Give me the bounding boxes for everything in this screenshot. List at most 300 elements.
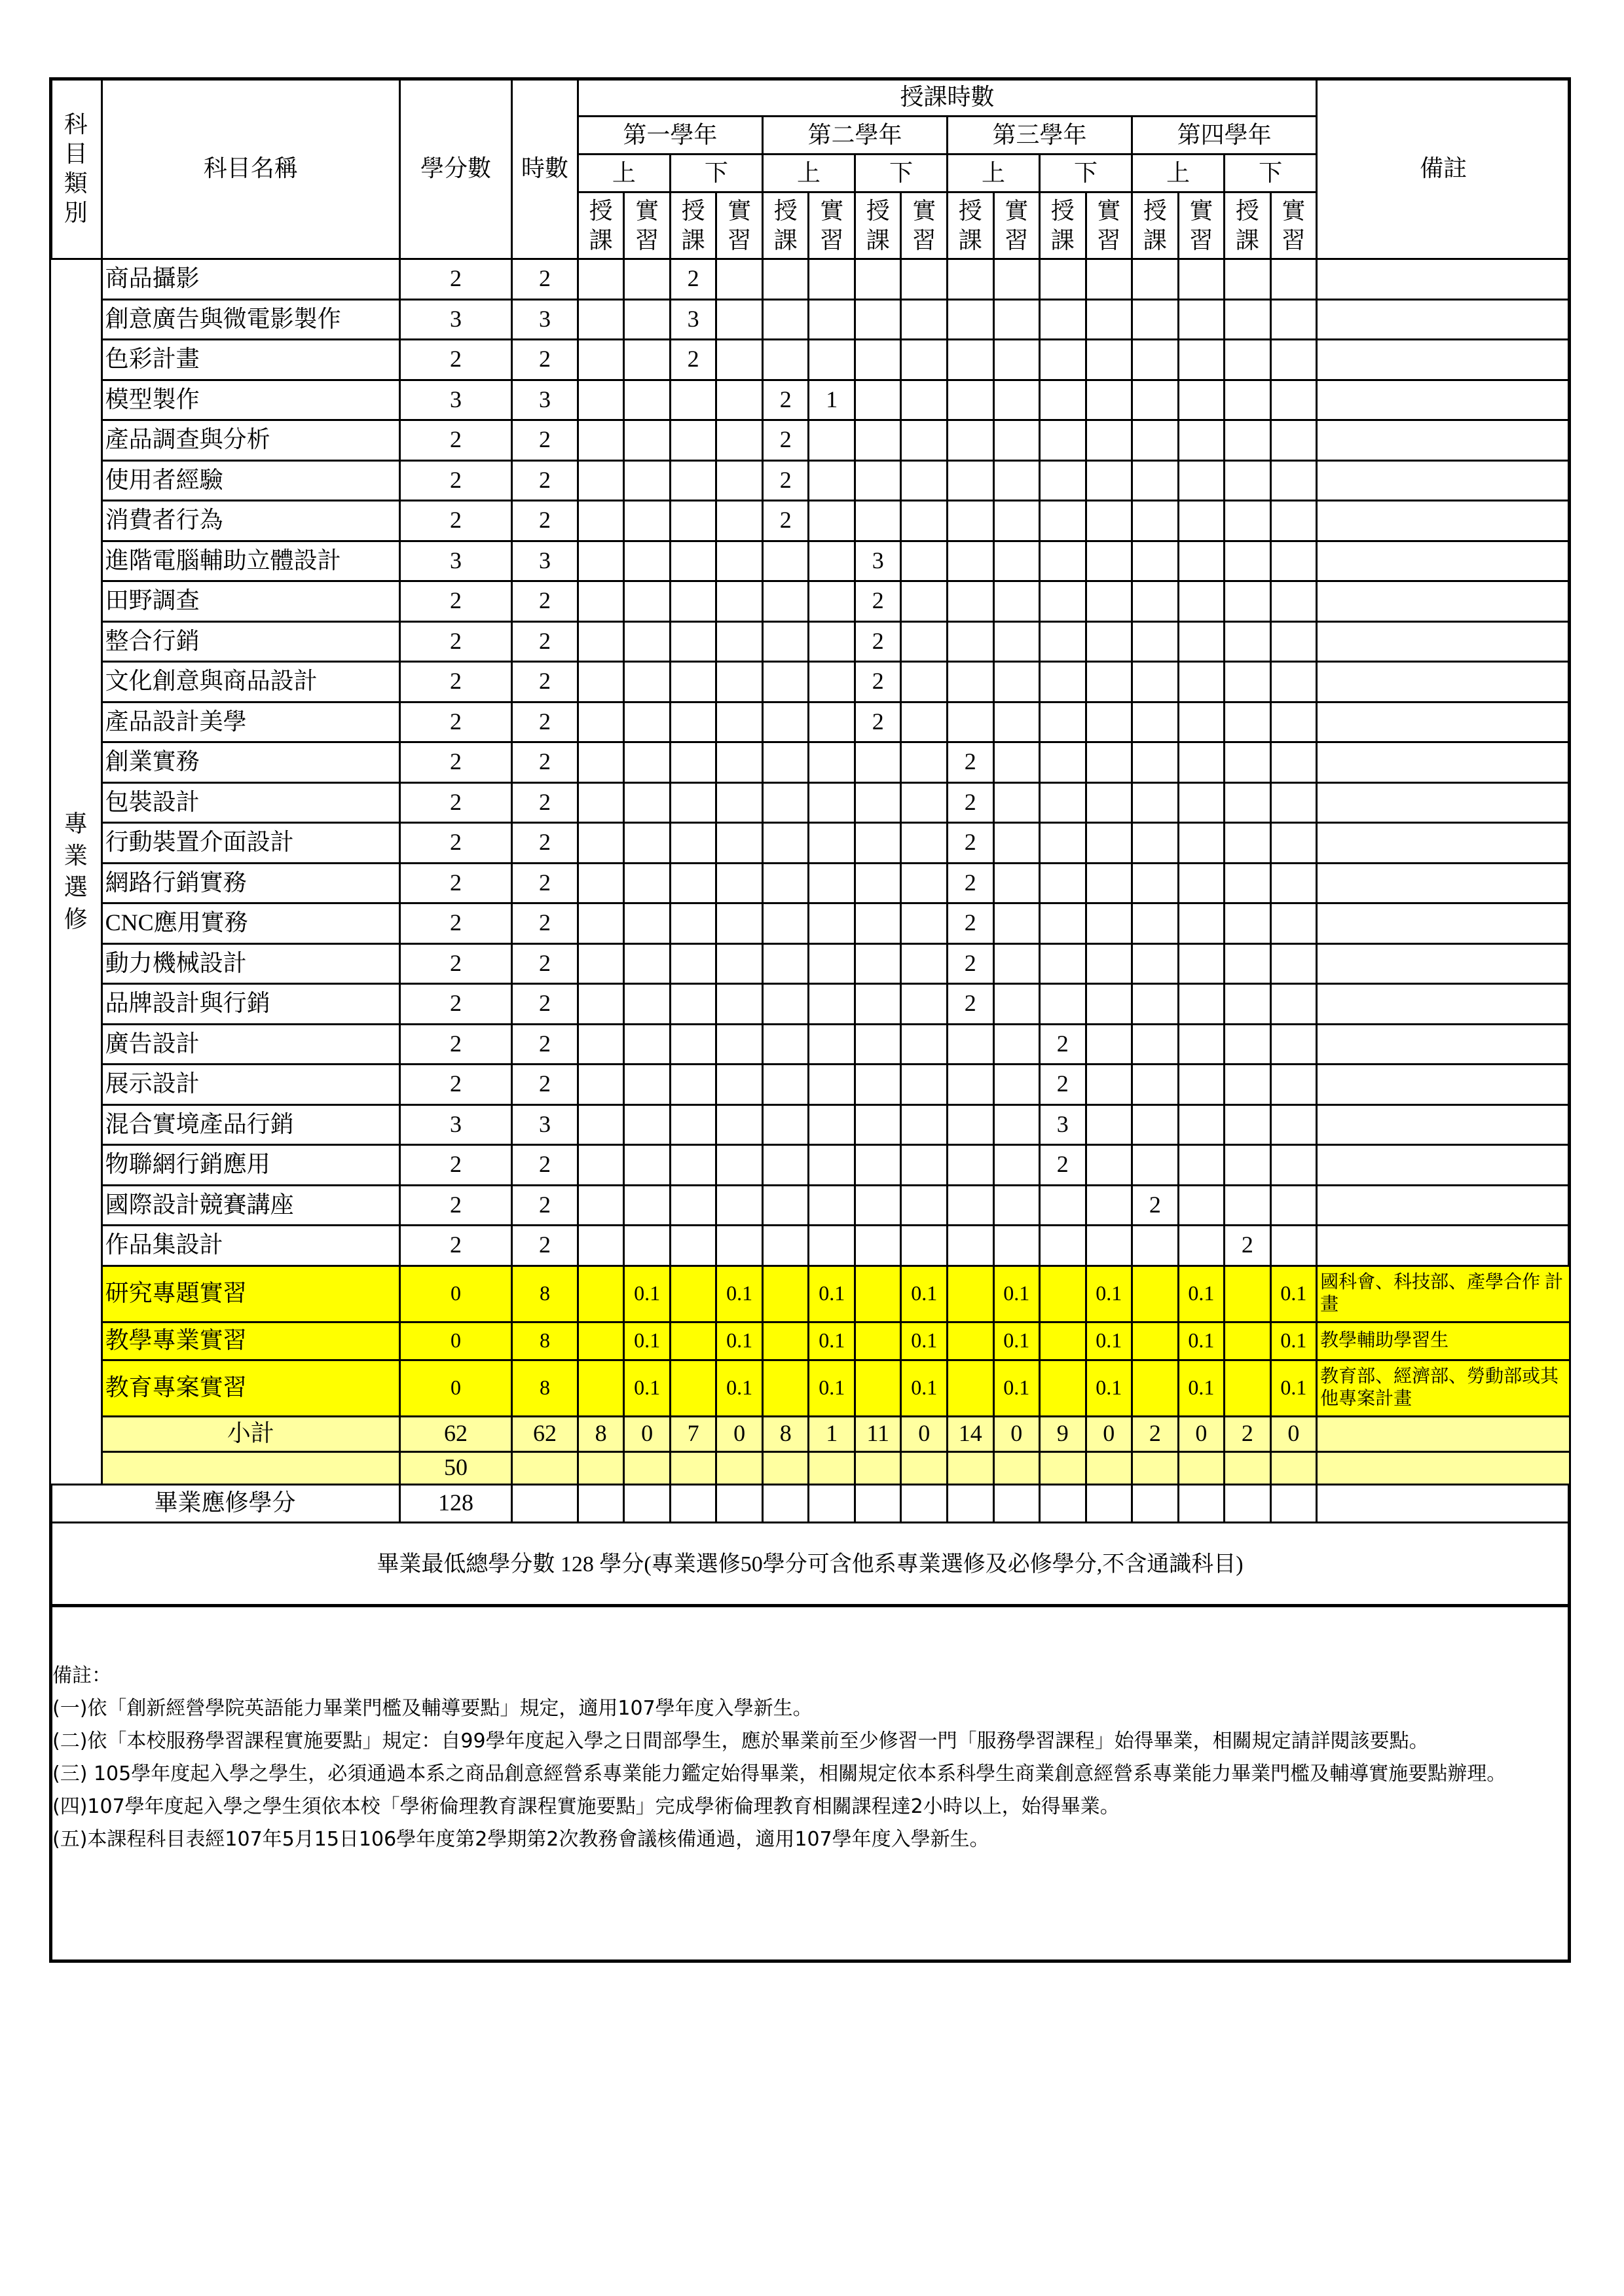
course-hour-cell	[1225, 863, 1271, 903]
course-hour-cell	[624, 299, 671, 340]
course-hour-cell	[1178, 1065, 1225, 1105]
course-hours: 2	[512, 943, 578, 984]
graduation-hour-cell	[1270, 1484, 1317, 1522]
course-hour-cell	[670, 984, 716, 1025]
course-hour-cell	[1132, 541, 1179, 581]
course-hour-cell	[993, 380, 1040, 420]
course-hour-cell	[670, 823, 716, 864]
course-hour-cell	[993, 863, 1040, 903]
course-hour-cell	[1132, 984, 1179, 1025]
course-credits: 3	[399, 380, 511, 420]
course-hour-cell	[901, 863, 948, 903]
header-semester-up: 上	[948, 155, 1040, 192]
course-hour-cell	[901, 460, 948, 501]
header-hours: 時數	[512, 79, 578, 259]
course-hour-cell	[901, 742, 948, 783]
course-hour-cell	[624, 1104, 671, 1145]
course-hour-cell	[1040, 621, 1086, 662]
header-semester-down: 下	[670, 155, 762, 192]
subtotal-hour-cell: 0	[1270, 1416, 1317, 1451]
course-hour-cell	[762, 782, 809, 823]
course-hour-cell	[1086, 1024, 1132, 1065]
course-hour-cell	[993, 340, 1040, 380]
course-hour-cell	[993, 943, 1040, 984]
course-hour-cell	[993, 823, 1040, 864]
course-hour-cell	[1270, 1226, 1317, 1266]
course-hour-cell	[716, 1104, 763, 1145]
course-row	[50, 340, 1570, 380]
course-hour-cell	[948, 1024, 994, 1065]
elective-hour-cell	[1086, 1451, 1132, 1484]
special-course-hour-cell	[855, 1322, 901, 1360]
course-hour-cell	[762, 903, 809, 944]
elective-hours	[512, 1451, 578, 1484]
course-hour-cell	[948, 501, 994, 541]
course-hours: 2	[512, 782, 578, 823]
course-name: 展示設計	[101, 1065, 399, 1105]
course-hour-cell	[1178, 1024, 1225, 1065]
elective-credits-label	[101, 1451, 399, 1484]
course-hour-cell	[901, 1024, 948, 1065]
special-course-hour-cell	[1040, 1266, 1086, 1322]
graduation-hour-cell	[1040, 1484, 1086, 1522]
course-hour-cell	[948, 460, 994, 501]
course-hours: 2	[512, 340, 578, 380]
header-year-4: 第四學年	[1132, 117, 1317, 155]
course-hour-cell	[578, 581, 624, 622]
course-hour-cell	[1132, 1024, 1179, 1065]
subtotal-hour-cell: 8	[578, 1416, 624, 1451]
course-hour-cell	[855, 380, 901, 420]
course-hour-cell	[762, 742, 809, 783]
graduation-row	[50, 1484, 1570, 1522]
course-hour-cell	[716, 299, 763, 340]
elective-hour-cell	[670, 1451, 716, 1484]
course-hour-cell	[901, 984, 948, 1025]
course-name: 產品設計美學	[101, 702, 399, 742]
course-hour-cell	[901, 340, 948, 380]
subtotal-hour-cell: 1	[809, 1416, 855, 1451]
course-credits: 2	[399, 501, 511, 541]
course-hour-cell	[1040, 420, 1086, 461]
special-course-credits: 0	[399, 1360, 511, 1416]
header-semester-down: 下	[1040, 155, 1132, 192]
course-credits: 2	[399, 903, 511, 944]
special-course-hour-cell	[578, 1360, 624, 1416]
course-hour-cell	[948, 581, 994, 622]
course-hour-cell: 2	[948, 903, 994, 944]
course-hour-cell	[1086, 621, 1132, 662]
course-hour-cell	[1040, 662, 1086, 702]
course-hour-cell	[578, 662, 624, 702]
course-hour-cell	[624, 1145, 671, 1186]
course-hour-cell	[901, 903, 948, 944]
course-hour-cell	[901, 1226, 948, 1266]
course-hour-cell	[948, 340, 994, 380]
course-remark	[1317, 662, 1570, 702]
header-practice: 實習	[993, 192, 1040, 259]
course-hour-cell	[670, 863, 716, 903]
course-hour-cell	[624, 984, 671, 1025]
course-hour-cell	[993, 1024, 1040, 1065]
course-hour-cell	[809, 782, 855, 823]
course-hour-cell	[578, 1185, 624, 1226]
course-hour-cell	[809, 1024, 855, 1065]
course-hour-cell: 2	[855, 581, 901, 622]
special-course-hour-cell	[578, 1266, 624, 1322]
elective-hour-cell	[901, 1451, 948, 1484]
special-course-hour-cell	[1040, 1360, 1086, 1416]
course-hour-cell	[1040, 863, 1086, 903]
course-hour-cell	[901, 501, 948, 541]
course-hour-cell	[809, 259, 855, 300]
course-hour-cell	[1086, 299, 1132, 340]
course-credits: 2	[399, 1226, 511, 1266]
course-hour-cell	[1225, 1024, 1271, 1065]
course-hour-cell	[1132, 501, 1179, 541]
course-hour-cell	[624, 1065, 671, 1105]
header-lecture: 授課	[762, 192, 809, 259]
course-remark	[1317, 1104, 1570, 1145]
course-hour-cell	[578, 380, 624, 420]
course-hour-cell	[1086, 1104, 1132, 1145]
course-hour-cell	[1270, 903, 1317, 944]
course-hour-cell	[809, 702, 855, 742]
course-hour-cell	[809, 662, 855, 702]
course-hour-cell: 3	[1040, 1104, 1086, 1145]
course-hour-cell	[762, 863, 809, 903]
header-practice: 實習	[901, 192, 948, 259]
course-hour-cell	[578, 460, 624, 501]
subtotal-hour-cell: 11	[855, 1416, 901, 1451]
course-hours: 2	[512, 662, 578, 702]
course-hour-cell	[670, 1024, 716, 1065]
course-hour-cell	[855, 460, 901, 501]
course-hour-cell	[578, 259, 624, 300]
special-course-hour-cell: 0.1	[1178, 1360, 1225, 1416]
course-hour-cell: 2	[1132, 1185, 1179, 1226]
header-practice: 實習	[1086, 192, 1132, 259]
course-hour-cell	[1086, 863, 1132, 903]
header-lecture: 授課	[578, 192, 624, 259]
course-name: 網路行銷實務	[101, 863, 399, 903]
course-hour-cell: 2	[670, 340, 716, 380]
course-credits: 2	[399, 259, 511, 300]
course-hour-cell	[762, 621, 809, 662]
course-hour-cell	[1178, 823, 1225, 864]
special-course-hour-cell: 0.1	[993, 1360, 1040, 1416]
course-hour-cell	[670, 903, 716, 944]
course-hour-cell	[993, 1104, 1040, 1145]
special-course-hour-cell: 0.1	[1086, 1322, 1132, 1360]
course-hour-cell: 2	[1040, 1024, 1086, 1065]
graduation-hour-cell	[1132, 1484, 1179, 1522]
course-hour-cell	[1132, 702, 1179, 742]
course-hour-cell	[624, 581, 671, 622]
course-hour-cell: 2	[948, 742, 994, 783]
course-hour-cell	[762, 984, 809, 1025]
course-hour-cell	[993, 1226, 1040, 1266]
course-hour-cell	[578, 943, 624, 984]
header-course-name: 科目名稱	[101, 79, 399, 259]
course-hour-cell	[1225, 1185, 1271, 1226]
course-hour-cell	[624, 1185, 671, 1226]
graduation-hour-cell	[716, 1484, 763, 1522]
special-course-hour-cell: 0.1	[624, 1266, 671, 1322]
course-hour-cell	[993, 501, 1040, 541]
course-hour-cell	[624, 1226, 671, 1266]
course-remark	[1317, 1024, 1570, 1065]
course-hour-cell	[624, 621, 671, 662]
course-hour-cell	[1132, 662, 1179, 702]
course-name: 創意廣告與微電影製作	[101, 299, 399, 340]
course-name: 國際設計競賽講座	[101, 1185, 399, 1226]
course-row	[50, 501, 1570, 541]
course-hour-cell	[1270, 299, 1317, 340]
course-hour-cell	[1040, 742, 1086, 783]
course-hour-cell	[993, 662, 1040, 702]
course-hour-cell	[809, 1226, 855, 1266]
course-hour-cell	[762, 1226, 809, 1266]
course-credits: 2	[399, 420, 511, 461]
course-hours: 2	[512, 259, 578, 300]
special-course-hour-cell: 0.1	[1270, 1266, 1317, 1322]
special-course-hour-cell	[670, 1322, 716, 1360]
course-hour-cell	[1040, 299, 1086, 340]
special-course-hour-cell	[670, 1360, 716, 1416]
course-hour-cell	[948, 299, 994, 340]
course-hour-cell	[1178, 621, 1225, 662]
course-hour-cell: 2	[948, 984, 994, 1025]
special-course-hour-cell	[578, 1322, 624, 1360]
course-hour-cell	[855, 299, 901, 340]
course-remark	[1317, 420, 1570, 461]
course-hour-cell	[670, 420, 716, 461]
course-name: 使用者經驗	[101, 460, 399, 501]
course-credits: 2	[399, 943, 511, 984]
header-lecture: 授課	[1225, 192, 1271, 259]
graduation-hour-cell	[670, 1484, 716, 1522]
course-row	[50, 460, 1570, 501]
course-hour-cell	[948, 420, 994, 461]
category-cell: 專業選修	[50, 259, 102, 1485]
course-hour-cell	[762, 702, 809, 742]
course-hours: 3	[512, 1104, 578, 1145]
course-hour-cell	[1225, 420, 1271, 461]
course-hour-cell	[716, 420, 763, 461]
course-hour-cell	[855, 1145, 901, 1186]
elective-hour-cell	[1270, 1451, 1317, 1484]
course-hour-cell	[1178, 380, 1225, 420]
course-name: 進階電腦輔助立體設計	[101, 541, 399, 581]
course-hour-cell	[1178, 984, 1225, 1025]
course-row	[50, 1226, 1570, 1266]
graduation-hour-cell	[1086, 1484, 1132, 1522]
course-row	[50, 863, 1570, 903]
graduation-hour-cell	[1225, 1484, 1271, 1522]
course-hour-cell	[1132, 380, 1179, 420]
special-course-hour-cell: 0.1	[624, 1322, 671, 1360]
course-name: 廣告設計	[101, 1024, 399, 1065]
course-hour-cell	[578, 823, 624, 864]
course-hour-cell	[809, 984, 855, 1025]
course-hour-cell	[809, 541, 855, 581]
subtotal-hour-cell: 0	[1178, 1416, 1225, 1451]
course-hour-cell	[993, 903, 1040, 944]
header-lecture: 授課	[948, 192, 994, 259]
course-remark	[1317, 863, 1570, 903]
course-hour-cell	[948, 1104, 994, 1145]
header-semester-up: 上	[578, 155, 670, 192]
header-practice: 實習	[716, 192, 763, 259]
course-hour-cell	[716, 1185, 763, 1226]
course-hour-cell	[578, 541, 624, 581]
course-hour-cell	[1225, 1065, 1271, 1105]
course-credits: 3	[399, 541, 511, 581]
separator-line	[49, 1604, 1571, 1607]
course-hour-cell	[578, 299, 624, 340]
course-hour-cell	[716, 460, 763, 501]
subtotal-credits: 62	[399, 1416, 511, 1451]
special-course-name: 教學專業實習	[101, 1322, 399, 1360]
course-hour-cell	[855, 1226, 901, 1266]
header-year-3: 第三學年	[948, 117, 1132, 155]
course-hour-cell	[1040, 823, 1086, 864]
course-hour-cell	[809, 1104, 855, 1145]
course-hour-cell	[716, 340, 763, 380]
course-hour-cell	[1225, 460, 1271, 501]
graduation-hour-cell	[809, 1484, 855, 1522]
course-hour-cell	[762, 1145, 809, 1186]
course-hour-cell: 2	[670, 259, 716, 300]
course-hour-cell: 2	[762, 501, 809, 541]
course-remark	[1317, 299, 1570, 340]
course-hour-cell	[1270, 782, 1317, 823]
special-course-credits: 0	[399, 1322, 511, 1360]
course-hour-cell	[993, 299, 1040, 340]
elective-hour-cell	[1040, 1451, 1086, 1484]
subtotal-hours: 62	[512, 1416, 578, 1451]
course-remark	[1317, 259, 1570, 300]
course-hour-cell	[670, 702, 716, 742]
course-hours: 2	[512, 1226, 578, 1266]
graduation-hour-cell	[993, 1484, 1040, 1522]
special-course-hour-cell: 0.1	[716, 1322, 763, 1360]
course-hour-cell	[1040, 380, 1086, 420]
course-hour-cell	[901, 1185, 948, 1226]
course-hour-cell	[901, 420, 948, 461]
course-hour-cell	[855, 782, 901, 823]
course-hour-cell	[855, 259, 901, 300]
course-hour-cell	[1178, 1104, 1225, 1145]
course-hour-cell	[762, 823, 809, 864]
course-hours: 2	[512, 823, 578, 864]
course-hour-cell	[1178, 299, 1225, 340]
course-hour-cell	[993, 742, 1040, 783]
course-hour-cell	[578, 1145, 624, 1186]
course-credits: 2	[399, 1145, 511, 1186]
course-hour-cell	[809, 299, 855, 340]
course-hour-cell	[624, 863, 671, 903]
special-course-note: 教學輔助學習生	[1317, 1322, 1570, 1360]
course-hour-cell	[1040, 1226, 1086, 1266]
course-name: 產品調查與分析	[101, 420, 399, 461]
course-hour-cell	[855, 984, 901, 1025]
course-credits: 2	[399, 662, 511, 702]
course-hour-cell	[1086, 702, 1132, 742]
course-hours: 2	[512, 742, 578, 783]
course-hour-cell	[1132, 1065, 1179, 1105]
special-course-hour-cell: 0.1	[716, 1266, 763, 1322]
course-hour-cell	[901, 1065, 948, 1105]
special-course-credits: 0	[399, 1266, 511, 1322]
course-hour-cell	[901, 581, 948, 622]
course-hour-cell	[1086, 662, 1132, 702]
course-hour-cell	[762, 1065, 809, 1105]
special-course-hour-cell	[1225, 1266, 1271, 1322]
graduation-hour-cell	[624, 1484, 671, 1522]
elective-credits-row	[50, 1451, 1570, 1484]
course-hour-cell	[1178, 581, 1225, 622]
special-course-hours: 8	[512, 1322, 578, 1360]
course-hour-cell	[578, 782, 624, 823]
course-hour-cell	[1225, 541, 1271, 581]
course-hour-cell	[762, 259, 809, 300]
course-hours: 2	[512, 460, 578, 501]
course-hour-cell	[993, 782, 1040, 823]
course-hour-cell	[901, 541, 948, 581]
header-lecture: 授課	[1040, 192, 1086, 259]
course-hour-cell	[716, 581, 763, 622]
course-hour-cell	[901, 621, 948, 662]
course-hour-cell	[1132, 1104, 1179, 1145]
course-hour-cell	[578, 621, 624, 662]
course-hour-cell	[948, 1226, 994, 1266]
course-row	[50, 1024, 1570, 1065]
course-credits: 2	[399, 581, 511, 622]
course-hours: 2	[512, 903, 578, 944]
course-hour-cell	[578, 702, 624, 742]
special-course-name: 教育專案實習	[101, 1360, 399, 1416]
course-hour-cell: 1	[809, 380, 855, 420]
course-hour-cell	[1086, 380, 1132, 420]
course-hour-cell: 3	[670, 299, 716, 340]
course-remark	[1317, 1145, 1570, 1186]
course-hour-cell	[1086, 581, 1132, 622]
course-hour-cell: 2	[855, 621, 901, 662]
course-hour-cell	[1178, 943, 1225, 984]
subtotal-row	[50, 1416, 1570, 1451]
course-remark	[1317, 903, 1570, 944]
course-hour-cell	[1040, 943, 1086, 984]
course-hour-cell	[1132, 581, 1179, 622]
course-hour-cell	[1040, 501, 1086, 541]
course-hours: 2	[512, 863, 578, 903]
subtotal-hour-cell: 7	[670, 1416, 716, 1451]
course-hour-cell	[901, 1104, 948, 1145]
special-course-hour-cell: 0.1	[993, 1266, 1040, 1322]
course-hour-cell	[809, 863, 855, 903]
course-credits: 2	[399, 621, 511, 662]
curriculum-table	[49, 77, 1571, 1523]
graduation-hour-cell	[578, 1484, 624, 1522]
course-hour-cell	[809, 823, 855, 864]
course-row	[50, 1104, 1570, 1145]
elective-hour-cell	[1132, 1451, 1179, 1484]
subtotal-label: 小計	[101, 1416, 399, 1451]
course-hour-cell	[578, 1226, 624, 1266]
course-name: 模型製作	[101, 380, 399, 420]
